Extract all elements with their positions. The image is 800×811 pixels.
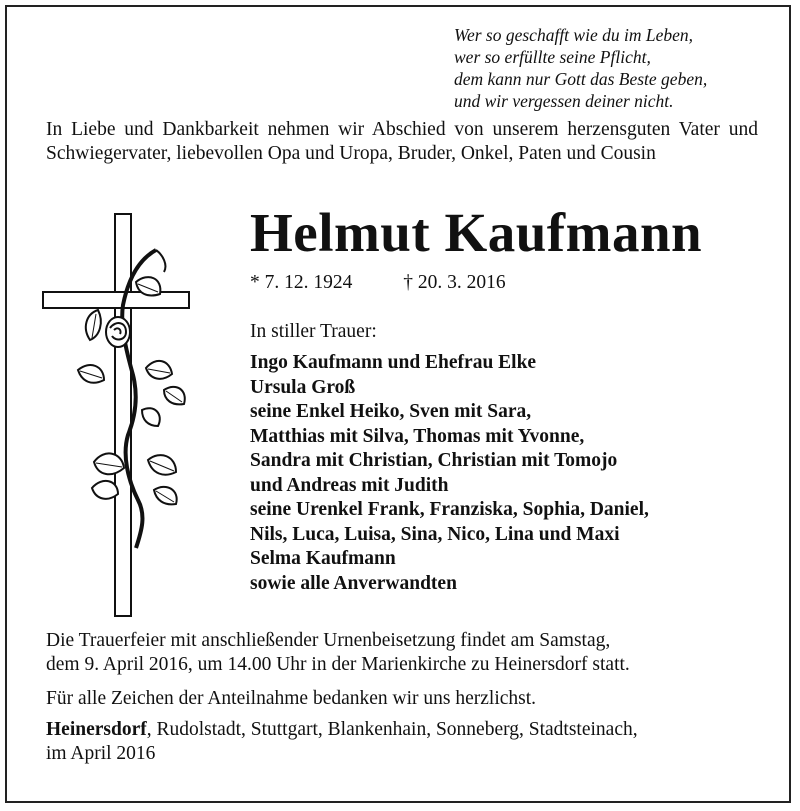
places-rest: , Rudolstadt, Stuttgart, Blankenhain, Sonneberg, Stadtsteinach, bbox=[146, 719, 638, 740]
thanks-text: Für alle Zeichen der Anteilnahme bedanken wir uns herzlichst. bbox=[46, 688, 537, 709]
service-line: dem 9. April 2016, um 14.00 Uhr in der Marienkirche zu Heinersdorf statt. bbox=[46, 654, 630, 675]
mourner-line: seine Urenkel Frank, Franziska, Sophia, Daniel, bbox=[250, 499, 649, 520]
birth-date: * 7. 12. 1924 bbox=[250, 272, 353, 293]
mourner-line: Ursula Groß bbox=[250, 376, 356, 398]
poem-line: dem kann nur Gott das Beste geben, bbox=[454, 69, 708, 89]
service-info bbox=[46, 629, 758, 677]
mourner-line: Matthias mit Silva, Thomas mit Yvonne, bbox=[250, 425, 585, 447]
place-primary: Heinersdorf bbox=[46, 719, 147, 740]
notice-date: im April 2016 bbox=[46, 743, 156, 764]
mourner-line: Nils, Luca, Luisa, Sina, Nico, Lina und Maxi bbox=[250, 523, 620, 545]
mourner-line: und Andreas mit Judith bbox=[250, 474, 449, 496]
mourning-heading: In stiller Trauer: bbox=[250, 321, 377, 342]
service-line: Die Trauerfeier mit anschließender Urnenbeisetzung findet am Samstag, bbox=[46, 630, 611, 651]
life-dates bbox=[250, 272, 506, 294]
mourner-line: Ingo Kaufmann und Ehefrau Elke bbox=[250, 352, 537, 373]
mourner-line: Sandra mit Christian, Christian mit Tomojo bbox=[250, 450, 618, 471]
death-date: † 20. 3. 2016 bbox=[403, 272, 506, 293]
mourner-line: Selma Kaufmann bbox=[250, 548, 396, 569]
deceased-name: Helmut Kaufmann bbox=[250, 202, 703, 263]
mourners-list bbox=[250, 351, 649, 596]
poem bbox=[454, 24, 784, 112]
mourner-line: sowie alle Anverwandten bbox=[250, 572, 457, 594]
poem-line: und wir vergessen deiner nicht. bbox=[454, 91, 674, 111]
poem-line: wer so erfüllte seine Pflicht, bbox=[454, 47, 651, 67]
places-line bbox=[46, 718, 758, 766]
cross-with-rose-icon bbox=[38, 210, 198, 625]
mourner-line: seine Enkel Heiko, Sven mit Sara, bbox=[250, 401, 532, 422]
poem-line: Wer so geschafft wie du im Leben, bbox=[454, 25, 693, 45]
intro-text: In Liebe und Dankbarkeit nehmen wir Abschied von unserem herzensguten Vater und Schwiegervater, liebevollen Opa und Uropa, Bruder, Onkel, Paten und Cousin bbox=[46, 119, 758, 164]
